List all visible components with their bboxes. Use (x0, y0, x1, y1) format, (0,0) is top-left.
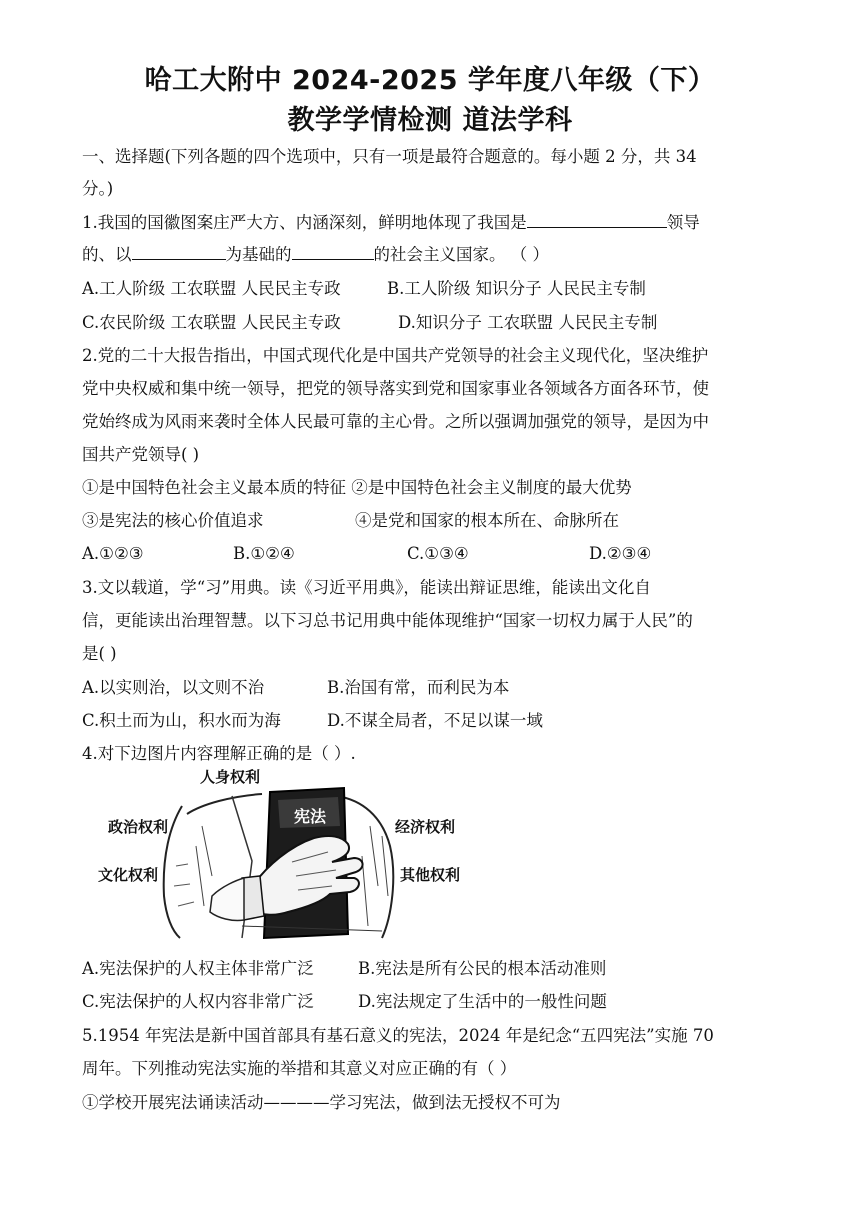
question-2-stem: 2.党的二十大报告指出，中国式现代化是中国共产党领导的社会主义现代化，坚决维护 (82, 346, 709, 365)
q2-statement-4: ④是党和国家的根本所在、命脉所在 (355, 511, 619, 530)
q2-option-c: C.①③④ (407, 544, 469, 563)
label-other-rights: 其他权利 (400, 866, 461, 884)
question-5-stem: 5.1954 年宪法是新中国首部具有基石意义的宪法，2024 年是纪念“五四宪法”实施 70 (82, 1026, 714, 1045)
question-3-stem: 是( ) (82, 644, 117, 663)
q1-option-b: B.工人阶级 知识分子 人民民主专制 (387, 279, 646, 298)
q3-option-d: D.不谋全局者，不足以谋一域 (327, 711, 543, 730)
answer-blank (292, 244, 374, 260)
question-1-stem (82, 212, 790, 234)
q1-option-a: A.工人阶级 工农联盟 人民民主专政 (82, 279, 341, 298)
q2-option-a: A.①②③ (82, 544, 144, 563)
q1-stem-text: 的社会主义国家。 （ ） (373, 245, 549, 264)
section-heading-cont: 分。) (82, 179, 114, 198)
label-political-rights: 政治权利 (108, 818, 169, 836)
section-heading: 一、选择题(下列各题的四个选项中，只有一项是最符合题意的。每小题 2 分，共 34 (82, 147, 697, 166)
question-1-stem-cont (82, 244, 790, 266)
q1-stem-text: 的、以 (82, 245, 132, 264)
q3-option-a: A.以实则治，以文则不治 (82, 678, 265, 697)
q1-stem-text: 为基础的 (225, 245, 292, 264)
q4-option-d: D.宪法规定了生活中的一般性问题 (358, 992, 607, 1011)
q1-option-c: C.农民阶级 工农联盟 人民民主专政 (82, 313, 341, 332)
page-title-line1: 哈工大附中 2024-2025 学年度八年级（下） (144, 65, 716, 96)
question-2-stem: 党始终成为风雨来袭时全体人民最可靠的主心骨。之所以强调加强党的领导，是因为中 (82, 412, 709, 431)
q2-option-d: D.②③④ (589, 544, 652, 563)
question-2-stem: 党中央权威和集中统一领导，把党的领导落实到党和国家事业各领域各方面各环节，使 (82, 379, 709, 398)
q4-option-c: C.宪法保护的人权内容非常广泛 (82, 992, 314, 1011)
q2-statements: ①是中国特色社会主义最本质的特征 ②是中国特色社会主义制度的最大优势 (82, 478, 632, 497)
label-cultural-rights: 文化权利 (98, 866, 159, 884)
question-3-stem: 信，更能读出治理智慧。以下习总书记用典中能体现维护“国家一切权力属于人民”的 (82, 611, 693, 630)
page-title-line2: 教学学情检测 道法学科 (287, 105, 573, 136)
q2-option-b: B.①②④ (233, 544, 295, 563)
q3-option-c: C.积土而为山，积水而为海 (82, 711, 281, 730)
question-3-stem: 3.文以载道，学“习”用典。读《习近平用典》，能读出辩证思维，能读出文化自 (82, 578, 651, 597)
question-4-stem: 4.对下边图片内容理解正确的是（ ）. (82, 744, 356, 763)
question-5-stem: 周年。下列推动宪法实施的举措和其意义对应正确的有（ ） (82, 1059, 517, 1078)
label-economic-rights: 经济权利 (395, 818, 456, 836)
label-personal-rights: 人身权利 (200, 768, 261, 786)
hand-on-constitution-drawing (92, 766, 472, 942)
q2-statement-3: ③是宪法的核心价值追求 (82, 511, 264, 530)
question-2-stem: 国共产党领导( ) (82, 445, 200, 464)
q1-option-d: D.知识分子 工农联盟 人民民主专制 (398, 313, 658, 332)
q4-option-a: A.宪法保护的人权主体非常广泛 (82, 959, 314, 978)
q1-stem-end: 领导 (666, 213, 700, 232)
constitution-illustration (92, 766, 472, 942)
book-title-label: 宪法 (294, 807, 327, 826)
question-5-stem: ①学校开展宪法诵读活动————学习宪法，做到法无授权不可为 (82, 1093, 561, 1112)
q1-stem-text: 1.我国的国徽图案庄严大方、内涵深刻，鲜明地体现了我国是 (82, 213, 527, 232)
q3-option-b: B.治国有常，而利民为本 (327, 678, 510, 697)
q4-option-b: B.宪法是所有公民的根本活动准则 (358, 959, 607, 978)
answer-blank (527, 212, 667, 228)
answer-blank (132, 244, 226, 260)
